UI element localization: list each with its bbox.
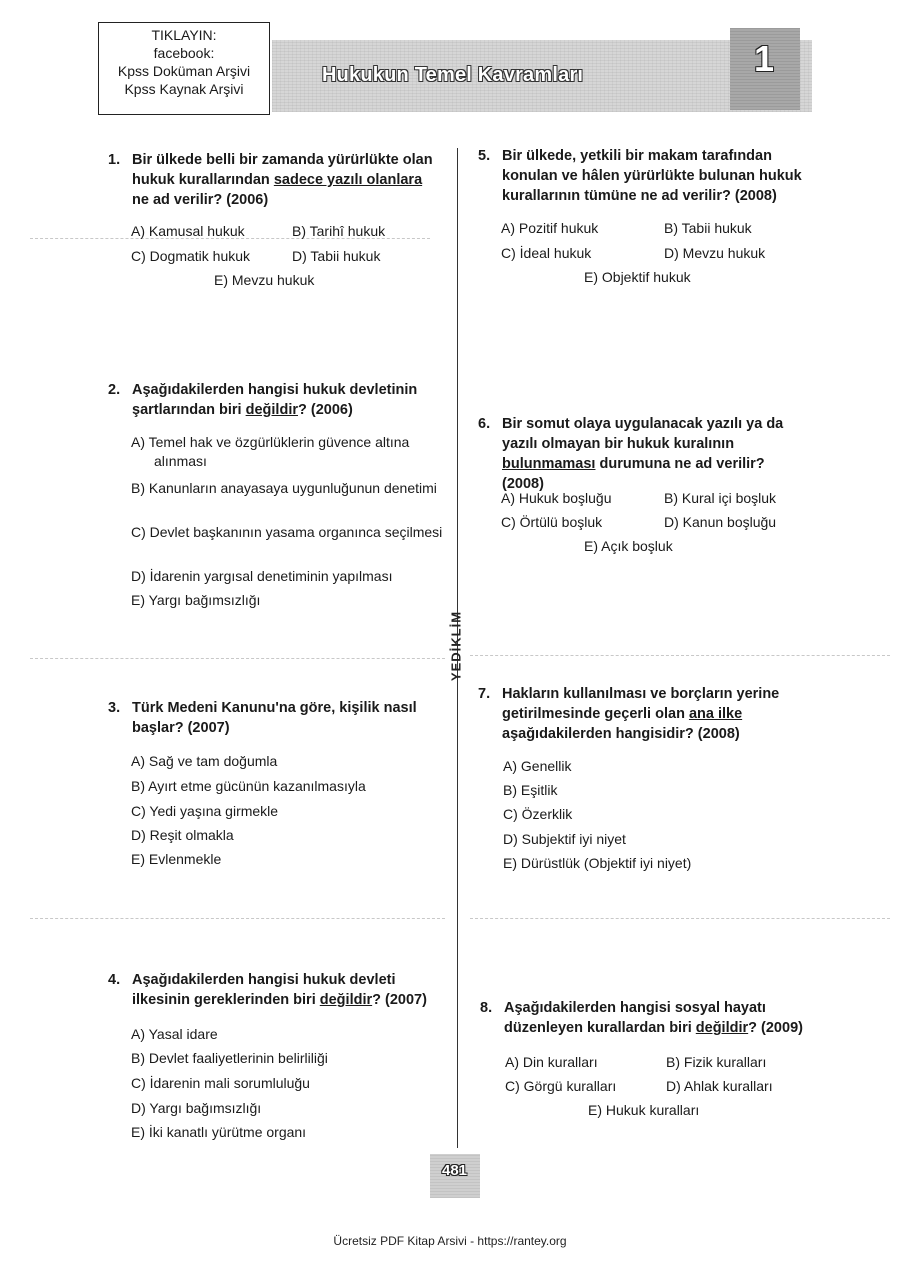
- option-e[interactable]: E) Evlenmekle: [131, 851, 222, 867]
- option-a[interactable]: A) Temel hak ve özgürlüklerin güvence altına alınması: [131, 434, 410, 469]
- promo-line: facebook:: [153, 45, 215, 61]
- option-c[interactable]: C) İdeal hukuk: [501, 245, 592, 261]
- question-8: 8. Aşağıdakilerden hangisi sosyal hayatı düzenleyen kurallardan biri değildir? (2009): [480, 1000, 803, 1036]
- option-d[interactable]: D) Ahlak kuralları: [666, 1078, 773, 1094]
- option-d[interactable]: D) Mevzu hukuk: [664, 245, 766, 261]
- option-b[interactable]: B) Kanunların anayasaya uygunluğunun denetimi: [131, 480, 437, 496]
- option-a[interactable]: A) Din kuralları: [505, 1054, 598, 1070]
- option-a[interactable]: A) Pozitif hukuk: [501, 220, 599, 236]
- question-2: 2. Aşağıdakilerden hangisi hukuk devletinin şartlarından biri değildir? (2006): [108, 382, 418, 418]
- option-a[interactable]: A) Genellik: [503, 758, 572, 774]
- option-d[interactable]: D) İdarenin yargısal denetiminin yapılması: [131, 568, 393, 584]
- separator: [30, 658, 445, 659]
- promo-box: [98, 22, 270, 115]
- option-e[interactable]: E) Objektif hukuk: [584, 269, 691, 285]
- option-c[interactable]: C) Özerklik: [503, 806, 573, 822]
- publisher-label: YEDİKLİM: [448, 610, 464, 682]
- page-number: 481: [442, 1162, 468, 1179]
- option-e[interactable]: E) Mevzu hukuk: [214, 272, 315, 288]
- option-b[interactable]: B) Tabii hukuk: [664, 220, 752, 236]
- question-5: 5. Bir ülkede, yetkili bir makam tarafından konulan ve hâlen yürürlükte bulunan hukuk kurallarının tümüne ne ad verilir? (2008): [478, 148, 802, 204]
- promo-line: Kpss Doküman Arşivi: [117, 63, 251, 79]
- option-d[interactable]: D) Tabii hukuk: [292, 248, 381, 264]
- option-c[interactable]: C) Yedi yaşına girmekle: [131, 803, 279, 819]
- option-e[interactable]: E) Hukuk kuralları: [588, 1102, 700, 1118]
- promo-line: TIKLAYIN:: [151, 27, 217, 43]
- question-6: 6. Bir somut olaya uygulanacak yazılı ya da yazılı olmayan bir hukuk kuralının bulunmaması durumuna ne ad verilir? (2008): [478, 416, 784, 492]
- option-b[interactable]: B) Devlet faaliyetlerinin belirliliği: [131, 1050, 328, 1066]
- unit-number: 1: [753, 38, 775, 79]
- question-4: 4. Aşağıdakilerden hangisi hukuk devleti ilkesinin gereklerinden biri değildir? (2007): [108, 972, 427, 1008]
- option-d[interactable]: D) Yargı bağımsızlığı: [131, 1100, 262, 1116]
- option-d[interactable]: D) Subjektif iyi niyet: [503, 831, 626, 847]
- option-c[interactable]: C) Görgü kuralları: [505, 1078, 617, 1094]
- option-b[interactable]: B) Ayırt etme gücünün kazanılmasıyla: [131, 778, 366, 794]
- option-c[interactable]: C) İdarenin mali sorumluluğu: [131, 1075, 310, 1091]
- separator: [470, 655, 890, 656]
- option-e[interactable]: E) İki kanatlı yürütme organı: [131, 1124, 307, 1140]
- option-c[interactable]: C) Devlet başkanının yasama organınca seçilmesi: [131, 524, 443, 540]
- option-a[interactable]: A) Sağ ve tam doğumla: [131, 753, 278, 769]
- separator: [30, 918, 445, 919]
- option-c[interactable]: C) Dogmatik hukuk: [131, 248, 251, 264]
- option-b[interactable]: B) Eşitlik: [503, 782, 558, 798]
- option-e[interactable]: E) Yargı bağımsızlığı: [131, 592, 261, 608]
- option-b[interactable]: B) Fizik kuralları: [666, 1054, 767, 1070]
- page-number-badge: [420, 1148, 490, 1208]
- page-title: Hukukun Temel Kavramları: [322, 64, 584, 86]
- option-a[interactable]: A) Yasal idare: [131, 1026, 218, 1042]
- option-a[interactable]: A) Hukuk boşluğu: [501, 490, 612, 506]
- question-1: 1. Bir ülkede belli bir zamanda yürürlükte olan hukuk kurallarından sadece yazılı olanlara ne ad verilir? (2006): [108, 152, 433, 208]
- separator: [470, 918, 890, 919]
- question-3: 3. Türk Medeni Kanunu'na göre, kişilik nasıl başlar? (2007): [108, 700, 417, 736]
- option-c[interactable]: C) Örtülü boşluk: [501, 514, 603, 530]
- option-b[interactable]: B) Tarihî hukuk: [292, 223, 386, 239]
- option-e[interactable]: E) Dürüstlük (Objektif iyi niyet): [503, 855, 692, 871]
- option-b[interactable]: B) Kural içi boşluk: [664, 490, 777, 506]
- footer-text: Ücretsiz PDF Kitap Arsivi - https://rantey.org: [333, 1234, 567, 1248]
- promo-line: Kpss Kaynak Arşivi: [124, 81, 244, 97]
- option-d[interactable]: D) Kanun boşluğu: [664, 514, 777, 530]
- option-a[interactable]: A) Kamusal hukuk: [131, 223, 245, 239]
- option-d[interactable]: D) Reşit olmakla: [131, 827, 234, 843]
- option-e[interactable]: E) Açık boşluk: [584, 538, 673, 554]
- question-7: 7. Hakların kullanılması ve borçların yerine getirilmesinde geçerli olan ana ilke aşağıdakilerden hangisidir? (2008): [478, 686, 780, 742]
